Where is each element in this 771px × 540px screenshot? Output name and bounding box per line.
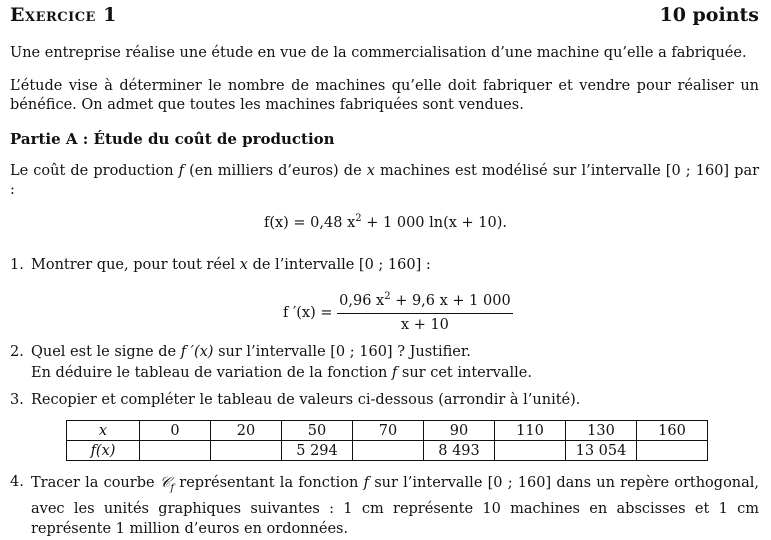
question-2-line-2: En déduire le tableau de variation de la fonction f sur cet intervalle. xyxy=(31,365,532,381)
table-cell: 0 xyxy=(140,421,211,441)
table-cell: 110 xyxy=(495,421,566,441)
question-3-number: 3. xyxy=(10,392,24,408)
table-header-fx: f(x) xyxy=(67,441,140,461)
table-row-x xyxy=(67,421,708,441)
table-row-fx xyxy=(67,441,708,461)
table-cell xyxy=(140,441,211,461)
fraction-denominator: x + 10 xyxy=(400,317,449,333)
fraction-numerator: 0,96 $x^2 + 9,6$ x + 1 000 xyxy=(337,292,513,314)
intro-paragraph-1: Une entreprise réalise une étude en vue de la commercialisation d’une machine qu’elle a fabriquée. xyxy=(10,45,747,61)
table-cell: 8 493 xyxy=(424,441,495,461)
cost-function-equation: f(x) = 0,48 $x^2 + 1$ 000 ln(x + 10). xyxy=(263,213,508,231)
table-cell: 70 xyxy=(353,421,424,441)
derivative-equation: f ′(x) = $\frac{0,96 x^2 + 9,6 x + 1 000}{x + 10}$ xyxy=(283,291,511,333)
table-cell xyxy=(495,441,566,461)
exercise-title: Exercice 1 xyxy=(10,4,117,26)
question-1-number: 1. xyxy=(10,257,24,273)
part-a-heading: Partie A : Étude du coût de production xyxy=(10,130,335,148)
table-cell: 13 054 xyxy=(566,441,637,461)
table-cell xyxy=(353,441,424,461)
table-cell: 5 294 xyxy=(282,441,353,461)
table-cell xyxy=(637,441,708,461)
table-cell: 20 xyxy=(211,421,282,441)
question-3-text: Recopier et compléter le tableau de valeurs ci-dessous (arrondir à l’unité). xyxy=(31,392,581,408)
question-2-line-1: Quel est le signe de f ′(x) sur l’intervalle [0 ; 160] ? Justifier. xyxy=(31,344,471,360)
table-cell: 160 xyxy=(637,421,708,441)
question-4-number: 4. xyxy=(10,474,24,490)
table-header-x: x xyxy=(67,421,140,441)
table-cell xyxy=(211,441,282,461)
exercise-points: 10 points xyxy=(659,4,759,26)
derivative-fraction xyxy=(337,292,513,335)
table-cell: 90 xyxy=(424,421,495,441)
curve-symbol: 𝒞$_f$ xyxy=(159,475,175,494)
table-cell: 50 xyxy=(282,421,353,441)
values-table xyxy=(66,420,708,461)
intro-paragraph-2: L’étude vise à déterminer le nombre de machines qu’elle doit fabriquer et vendre pour réaliser un bénéfice. On admet que toutes les machines fabriquées sont vendues. xyxy=(10,78,759,113)
table-cell: 130 xyxy=(566,421,637,441)
question-1-text: Montrer que, pour tout réel x de l’intervalle [0 ; 160] : xyxy=(31,257,431,273)
question-2-number: 2. xyxy=(10,344,24,360)
question-4-text: Tracer la courbe 𝒞$_f$ représentant la fonction f sur l’intervalle [0 ; 160] dans un repère orthogonal, avec les unités graphiques suivantes : 1 cm représente 10 machines en abscisses et 1 cm représente 1 million d’euros en ordonnées. xyxy=(31,475,760,537)
part-a-description: Le coût de production f (en milliers d’euros) de x machines est modélisé sur l’intervalle [0 ; 160] par : xyxy=(10,163,760,198)
